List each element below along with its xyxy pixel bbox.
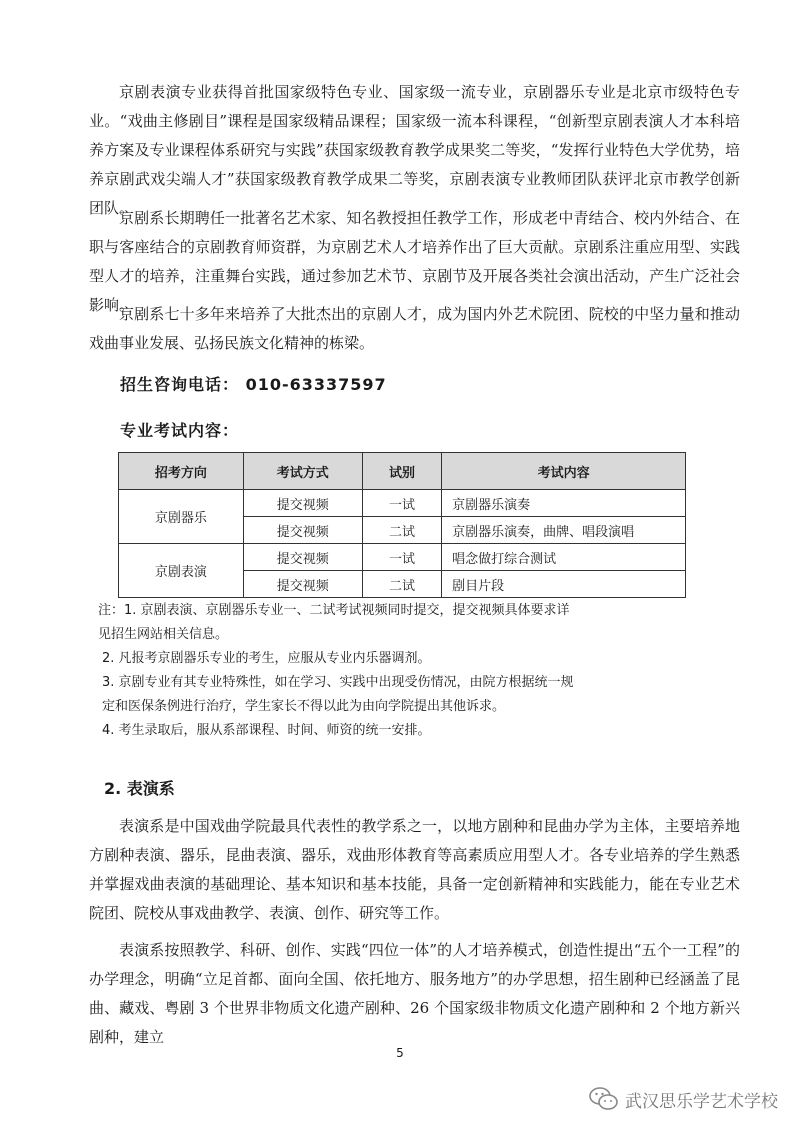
exam-content-title: 专业考试内容：: [120, 421, 240, 440]
wechat-icon: [589, 1086, 619, 1112]
content-cell: 京剧器乐演奏: [442, 490, 686, 517]
note-line: 3. 京剧专业有其专业特殊性，如在学习、实践中出现受伤情况，由院方根据统一规: [102, 675, 574, 690]
method-cell: 提交视频: [243, 544, 362, 571]
round-cell: 二试: [362, 517, 441, 544]
note-line: 定和医保条例进行治疗，学生家长不得以此为由向学院提出其他诉求。: [102, 699, 506, 714]
paragraph-peking-opera-honors: 京剧表演专业获得首批国家级特色专业、国家级一流专业，京剧器乐专业是北京市级特色专业。“戏曲主修剧目”课程是国家级精品课程；国家级一流本科课程，“创新型京剧表演人才本科培养方案及专业课程体系研究与实践”获国家级教育教学成果奖二等奖，“发挥行业特色大学优势，培养京剧武戏尖端人才”获国家级教育教学成果二等奖，京剧表演专业教师团队获评北京市教学创新团队。: [89, 83, 740, 217]
page-number: 5: [396, 1046, 404, 1060]
paragraph-peking-opera-alumni: 京剧系七十多年来培养了大批杰出的京剧人才，成为国内外艺术院团、院校的中坚力量和推动戏曲事业发展、弘扬民族文化精神的栋梁。: [89, 305, 740, 352]
direction-cell: 京剧器乐: [119, 490, 244, 544]
table-header-row: [119, 453, 686, 490]
table-row: [119, 490, 686, 517]
paragraph-performance-dept-model: 表演系按照教学、科研、创作、实践“四位一体”的人才培养模式，创造性提出“五个一工程”的办学理念，明确“立足首都、面向全国、依托地方、服务地方”的办学思想，招生剧种已经涵盖了昆曲、藏戏、粤剧 3 个世界非物质文化遗产剧种、26 个国家级非物质文化遗产剧种和 2 个地方新兴剧种，建立: [89, 941, 740, 1046]
round-cell: 二试: [362, 571, 441, 598]
content-cell: 京剧器乐演奏，曲牌、唱段演唱: [442, 517, 686, 544]
direction-cell: 京剧表演: [119, 544, 244, 598]
paragraph-performance-dept-intro: 表演系是中国戏曲学院最具代表性的教学系之一，以地方剧种和昆曲办学为主体，主要培养地方剧种表演、器乐，昆曲表演、器乐，戏曲形体教育等高素质应用型人才。各专业培养的学生熟悉并掌握戏曲表演的基础理论、基本知识和基本技能，具备一定创新精神和实践能力，能在专业艺术院团、院校从事戏曲教学、表演、创作、研究等工作。: [89, 817, 740, 922]
section-heading-performance-dept: 2. 表演系: [104, 779, 175, 798]
paragraph-peking-opera-faculty: 京剧系长期聘任一批著名艺术家、知名教授担任教学工作，形成老中青结合、校内外结合、在职与客座结合的京剧教育师资群，为京剧艺术人才培养作出了巨大贡献。京剧系注重应用型、实践型人才的培养，注重舞台实践，通过参加艺术节、京剧节及开展各类社会演出活动，产生广泛社会影响。: [89, 209, 740, 314]
note-line: 见招生网站相关信息。: [98, 627, 229, 642]
content-cell: 剧目片段: [442, 571, 686, 598]
header-direction: 招考方向: [119, 453, 244, 490]
header-method: 考试方式: [243, 453, 362, 490]
header-content: 考试内容: [442, 453, 686, 490]
method-cell: 提交视频: [243, 490, 362, 517]
content-cell: 唱念做打综合测试: [442, 544, 686, 571]
method-cell: 提交视频: [243, 517, 362, 544]
header-round: 试别: [362, 453, 441, 490]
note-line: 注：1. 京剧表演、京剧器乐专业一、二试考试视频同时提交，提交视频具体要求详: [98, 603, 570, 618]
method-cell: 提交视频: [243, 571, 362, 598]
watermark-text: 武汉思乐学艺术学校: [625, 1091, 778, 1112]
note-line: 2. 凡报考京剧器乐专业的考生，应服从专业内乐器调剂。: [102, 651, 431, 666]
watermark: [589, 1086, 778, 1112]
table-row: [119, 544, 686, 571]
round-cell: 一试: [362, 490, 441, 517]
admissions-phone-line: 招生咨询电话： 010-63337597: [120, 375, 387, 394]
exam-notes: [98, 599, 698, 743]
round-cell: 一试: [362, 544, 441, 571]
note-line: 4. 考生录取后，服从系部课程、时间、师资的统一安排。: [102, 723, 431, 738]
exam-table: [118, 452, 686, 598]
